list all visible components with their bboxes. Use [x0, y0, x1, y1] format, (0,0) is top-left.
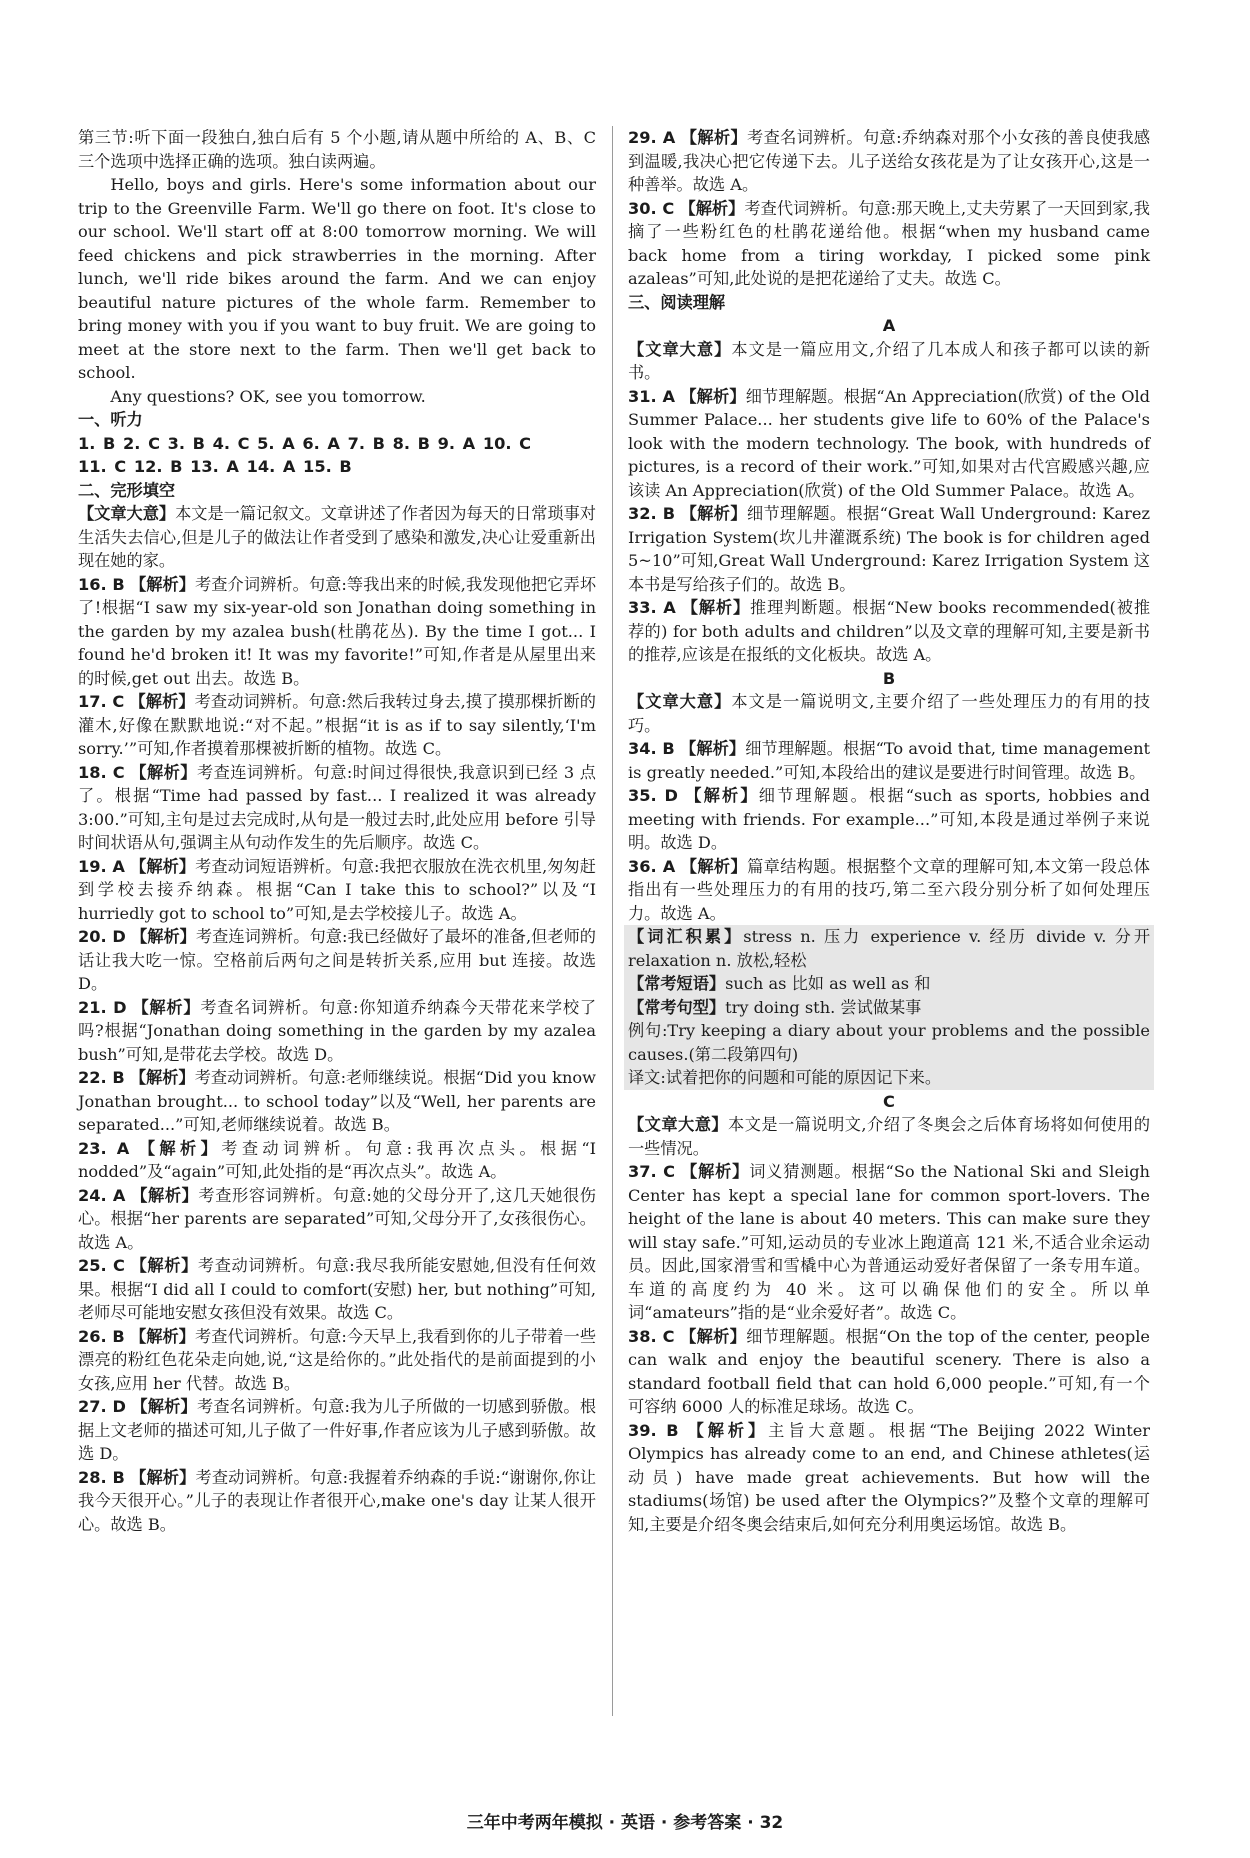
- explanation-text: 细节理解题。根据“To avoid that, time management is greatly needed.”可知,本段给出的建议是要进行时间管理。故选 B。: [628, 739, 1151, 782]
- item-number: 33. A: [628, 598, 676, 617]
- item-number: 22. B: [78, 1068, 125, 1087]
- explanation-tag: 【解析】: [130, 762, 197, 782]
- item-number: 36. A: [628, 856, 676, 876]
- summary-tag: 【文章大意】: [628, 1115, 729, 1134]
- pattern-line: [628, 996, 1150, 1020]
- explanation-item: [78, 996, 596, 1067]
- item-number: 18. C: [78, 762, 125, 782]
- explanation-text: 考查动词辨析。句意:老师继续说。根据“Did you know Jonathan brought... to school today”以及“Well, her parents are separated...”可知,老师继续说着。故选 B。: [78, 1068, 596, 1134]
- item-number: 26. B: [78, 1326, 125, 1346]
- explanation-tag: 【解析】: [130, 1467, 196, 1487]
- explanation-text: 考查动词辨析。句意:我握着乔纳森的手说:“谢谢你,你让我今天很开心。”儿子的表现让作者很开心,make one's day 让某人很开心。故选 B。: [78, 1467, 597, 1534]
- explanation-item: [628, 502, 1150, 596]
- explanation-text: 考查连词辨析。句意:时间过得很快,我意识到已经 3 点了。根据“Time had passed by fast... I realized it was already 3:00.”可知,主句是过去完成时,从句是一般过去时,此处应用 before 引导时间状语从句,强调主从句动作发生的先后顺序。故选 C。: [78, 762, 596, 852]
- section3-intro: 第三节:听下面一段独白,独白后有 5 个小题,请从题中所给的 A、B、C 三个选项中选择正确的选项。独白读两遍。: [78, 128, 596, 171]
- phrase-line: [628, 972, 1150, 996]
- explanation-item: [628, 596, 1150, 667]
- column-divider: [612, 126, 613, 1716]
- explanation-text: 考查动词辨析。句意:我再次点头。根据“I nodded”及“again”可知,此处指的是“再次点头”。故选 A。: [78, 1138, 596, 1181]
- explanation-item: [628, 1325, 1150, 1419]
- explanation-item: [78, 1395, 596, 1466]
- explanation-item: [78, 1066, 596, 1137]
- summary-text: 本文是一篇说明文,主要介绍了一些处理压力的有用的技巧。: [628, 692, 1150, 735]
- item-number: 27. D: [78, 1397, 126, 1416]
- passage-b-label: B: [882, 668, 896, 688]
- explanation-text: 细节理解题。根据“such as sports, hobbies and meeting with friends. For example...”可知,本段是通过举例子来说明。故选 D。: [628, 786, 1150, 852]
- item-number: 23. A: [78, 1138, 130, 1158]
- explanation-text: 主旨大意题。根据“The Beijing 2022 Winter Olympics has already come to an end, and Chinese athletes(运动员) have made great achievements. But how will the stadiums(场馆) be used after the Olympics?”及整个文章的理解可知,主要是介绍冬奥会结束后,如何充分利用奥运场馆。故选 B。: [628, 1420, 1151, 1534]
- explanation-tag: 【解析】: [680, 856, 748, 876]
- explanation-tag: 【解析】: [680, 739, 746, 758]
- explanation-item: [78, 761, 596, 855]
- explanation-item: [628, 1419, 1150, 1537]
- listening-heading: 一、听力: [78, 410, 143, 429]
- item-number: 21. D: [78, 997, 127, 1017]
- item-number: 31. A: [628, 386, 675, 406]
- item-number: 25. C: [78, 1256, 125, 1275]
- explanation-text: 考查名词辨析。句意:我为儿子所做的一切感到骄傲。根据上文老师的描述可知,儿子做了一件好事,作者应该为儿子感到骄傲。故选 D。: [78, 1397, 597, 1463]
- explanation-text: 考查连词辨析。句意:我已经做好了最坏的准备,但老师的话让我大吃一惊。空格前后两句之间是转折关系,应用 but 连接。故选 D。: [78, 927, 596, 993]
- summary-tag: 【文章大意】: [78, 504, 176, 523]
- item-number: 28. B: [78, 1467, 125, 1487]
- vocabulary-box: [624, 925, 1154, 1090]
- passage-c-label: C: [883, 1091, 895, 1111]
- vocabulary-line: [628, 925, 1150, 972]
- item-number: 34. B: [628, 739, 675, 758]
- explanation-tag: 【解析】: [131, 1397, 197, 1416]
- explanation-text: 细节理解题。根据“On the top of the center, people can walk and enjoy the beautiful scenery. There is also a standard football field that can hold 6,000 people.”可知,有一个可容纳 6000 人的标准足球场。故选 C。: [628, 1326, 1150, 1416]
- passage-a-label: A: [882, 316, 896, 335]
- explanation-tag: 【解析】: [132, 997, 201, 1017]
- explanation-item: [78, 925, 596, 996]
- item-number: 16. B: [78, 574, 125, 594]
- explanation-tag: 【解析】: [129, 574, 196, 594]
- explanation-text: 考查代词辨析。句意:今天早上,我看到你的儿子带着一些漂亮的粉红色花朵走向她,说,“这是给你的。”此处指代的是前面提到的小女孩,应用 her 代替。故选 B。: [78, 1326, 597, 1393]
- explanation-item: [628, 737, 1150, 784]
- item-number: 19. A: [78, 856, 125, 876]
- explanation-text: 考查动词短语辨析。句意:我把衣服放在洗衣机里,匆匆赶到学校去接乔纳森。根据“Can I take this to school?”以及“I hurriedly got to school to”可知,是去学校接儿子。故选 A。: [78, 856, 596, 923]
- explanation-tag: 【解析】: [680, 128, 748, 147]
- item-number: 37. C: [628, 1162, 676, 1181]
- explanation-tag: 【解析】: [129, 692, 195, 711]
- explanation-text: 考查介词辨析。句意:等我出来的时候,我发现他把它弄坏了!根据“I saw my six-year-old son Jonathan doing something in the garden by my azalea bush(杜鹃花丛). By the time I got... I found he'd broken it! It was my favorite!”可知,作者是从屋里出来的时候,get out 出去。故选 B。: [78, 574, 597, 688]
- summary-text: 本文是一篇记叙文。文章讲述了作者因为每天的日常琐事对生活失去信心,但是儿子的做法让作者受到了感染和激发,决心让爱重新出现在她的家。: [78, 504, 596, 570]
- summary-tag: 【文章大意】: [628, 339, 732, 359]
- explanation-tag: 【解析】: [687, 1420, 769, 1440]
- explanation-item: [78, 1137, 596, 1184]
- phrase-tag: 【常考短语】: [628, 974, 726, 993]
- explanation-item: [78, 690, 596, 761]
- explanation-tag: 【解析】: [130, 856, 196, 876]
- item-number: 39. B: [628, 1420, 679, 1440]
- vocabulary-text: stress n. 压力 experience v. 经历 divide v. 分开 relaxation n. 放松,轻松: [628, 927, 1151, 970]
- explanation-item: [628, 126, 1150, 197]
- explanation-text: 篇章结构题。根据整个文章的理解可知,本文第一段总体指出有一些处理压力的有用的技巧,第二至六段分别分析了如何处理压力。故选 A。: [628, 856, 1150, 923]
- item-number: 38. C: [628, 1326, 675, 1346]
- explanation-text: 词义猜测题。根据“So the National Ski and Sleigh Center has kept a special lane for common sport-lovers. The height of the lane is about 40 meters. This can make sure they will stay safe.”可知,运动员的专业冰上跑道高 121 米,不适合业余运动员。因此,国家滑雪和雪橇中心为普通运动爱好者保留了一条专用车道。车道的高度约为 40 米。这可以确保他们的安全。所以单词“amateurs”指的是“业余爱好者”。故选 C。: [628, 1162, 1150, 1322]
- listening-answers-row-2: 11. C 12. B 13. A 14. A 15. B: [78, 457, 352, 476]
- cloze-heading: 二、完形填空: [78, 480, 176, 500]
- item-number: 30. C: [628, 198, 675, 218]
- explanation-item: [78, 1184, 596, 1255]
- explanation-tag: 【解析】: [680, 504, 747, 523]
- explanation-tag: 【解析】: [680, 1326, 747, 1346]
- explanation-tag: 【解析】: [130, 1256, 198, 1275]
- explanation-tag: 【解析】: [680, 386, 746, 406]
- explanation-tag: 【解析】: [129, 1326, 196, 1346]
- item-number: 32. B: [628, 504, 676, 523]
- pattern-tag: 【常考句型】: [628, 997, 726, 1017]
- cloze-summary: [78, 502, 596, 573]
- listening-transcript: Hello, boys and girls. Here's some information about our trip to the Greenville Farm. We'll go there on foot. It's close to our school. We'll start off at 8:00 tomorrow morning. We will feed chickens and pick strawberries in the morning. After lunch, we'll ride bikes around the farm. And we can enjoy beautiful nature pictures of the whole farm. Remember to bring money with you if you want to buy fruit. We are going to meet at the store next to the farm. Then we'll get back to school.: [78, 175, 596, 382]
- item-number: 20. D: [78, 927, 126, 946]
- explanation-text: 细节理解题。根据“Great Wall Underground: Karez Irrigation System(坎儿井灌溉系统) The book is for children aged 5~10”可知,Great Wall Underground: Karez Irrigation System 这本书是写给孩子们的。故选 B。: [628, 504, 1150, 594]
- explanation-item: [78, 1325, 596, 1396]
- explanation-text: 推理判断题。根据“New books recommended(被推荐的) for both adults and children”以及文章的理解可知,主要是新书的推荐,应该是在报纸的文化板块。故选 A。: [628, 598, 1151, 664]
- reading-heading: 三、阅读理解: [628, 292, 726, 312]
- example-sentence: 例句:Try keeping a diary about your problems and the possible causes.(第二段第四句): [628, 1021, 1150, 1064]
- explanation-item: [628, 197, 1150, 291]
- explanation-item: [628, 385, 1150, 503]
- pattern-text: try doing sth. 尝试做某事: [725, 997, 922, 1017]
- item-number: 24. A: [78, 1185, 126, 1205]
- explanation-item: [628, 784, 1150, 855]
- explanation-item: [628, 855, 1150, 926]
- explanation-item: [78, 1254, 596, 1325]
- summary-text: 本文是一篇应用文,介绍了几本成人和孩子都可以读的新书。: [628, 339, 1150, 382]
- passage-b-summary: [628, 690, 1150, 737]
- explanation-text: 考查名词辨析。句意:你知道乔纳森今天带花来学校了吗?根据“Jonathan doing something in the garden by my azalea bush”可知,是带花去学校。故选 D。: [78, 997, 597, 1064]
- explanation-text: 考查动词辨析。句意:然后我转过身去,摸了摸那棵折断的灌木,好像在默默地说:“对不起。”根据“it is as if to say silently,‘I'm sorry.’”可知,作者摸着那棵被折断的植物。故选 C。: [78, 692, 596, 758]
- phrase-text: such as 比如 as well as 和: [725, 974, 931, 993]
- listening-answers-row-1: 1. B 2. C 3. B 4. C 5. A 6. A 7. B 8. B 9. A 10. C: [78, 433, 532, 453]
- explanation-item: [78, 855, 596, 926]
- explanation-tag: 【解析】: [679, 198, 745, 218]
- summary-text: 本文是一篇说明文,介绍了冬奥会之后体育场将如何使用的一些情况。: [628, 1115, 1150, 1158]
- passage-a-summary: [628, 338, 1150, 385]
- explanation-text: 考查动词辨析。句意:我尽我所能安慰她,但没有任何效果。根据“I did all I could to comfort(安慰) her, but nothing”可知,老师尽可能地安慰女孩但没有效果。故选 C。: [78, 1256, 596, 1322]
- explanation-item: [78, 573, 596, 691]
- listening-transcript-end: Any questions? OK, see you tomorrow.: [110, 386, 426, 406]
- passage-c-summary: [628, 1113, 1150, 1160]
- item-number: 17. C: [78, 692, 125, 711]
- explanation-tag: 【解析】: [138, 1138, 222, 1158]
- right-column: [628, 126, 1150, 1536]
- explanation-item: [78, 1466, 596, 1537]
- item-number: 29. A: [628, 128, 676, 147]
- explanation-tag: 【解析】: [685, 786, 759, 805]
- explanation-text: 细节理解题。根据“An Appreciation(欣赏) of the Old Summer Palace... her students give life to 60% of the Palace's look with the modern technology. The book, with hundreds of pictures, is a record of their work.”可知,如果对古代宫殿感兴趣,应该读 An Appreciation(欣赏) of the Old Summer Palace。故选 A。: [628, 386, 1151, 500]
- item-number: 35. D: [628, 786, 678, 805]
- explanation-tag: 【解析】: [129, 1068, 195, 1087]
- explanation-tag: 【解析】: [681, 598, 751, 617]
- explanation-tag: 【解析】: [131, 1185, 199, 1205]
- page-footer: 三年中考两年模拟 · 英语 · 参考答案 · 32: [466, 1813, 784, 1833]
- explanation-tag: 【解析】: [130, 927, 196, 946]
- explanation-item: [628, 1160, 1150, 1325]
- left-column: [78, 126, 596, 1536]
- explanation-text: 考查代词辨析。句意:那天晚上,丈夫劳累了一天回到家,我摘了一些粉红色的杜鹃花递给他。根据“when my husband came back home from a tiring workday, I picked some pink azaleas”可知,此处说的是把花递给了丈夫。故选 C。: [628, 198, 1150, 288]
- explanation-text: 考查形容词辨析。句意:她的父母分开了,这几天她很伤心。根据“her parents are separated”可知,父母分开了,女孩很伤心。故选 A。: [78, 1185, 596, 1252]
- example-translation: 译文:试着把你的问题和可能的原因记下来。: [628, 1068, 942, 1087]
- explanation-tag: 【解析】: [681, 1162, 750, 1181]
- summary-tag: 【文章大意】: [628, 692, 732, 711]
- explanation-text: 考查名词辨析。句意:乔纳森对那个小女孩的善良使我感到温暖,我决心把它传递下去。儿子送给女孩花是为了让女孩开心,这是一种善举。故选 A。: [628, 128, 1151, 194]
- vocabulary-tag: 【词汇积累】: [628, 927, 744, 946]
